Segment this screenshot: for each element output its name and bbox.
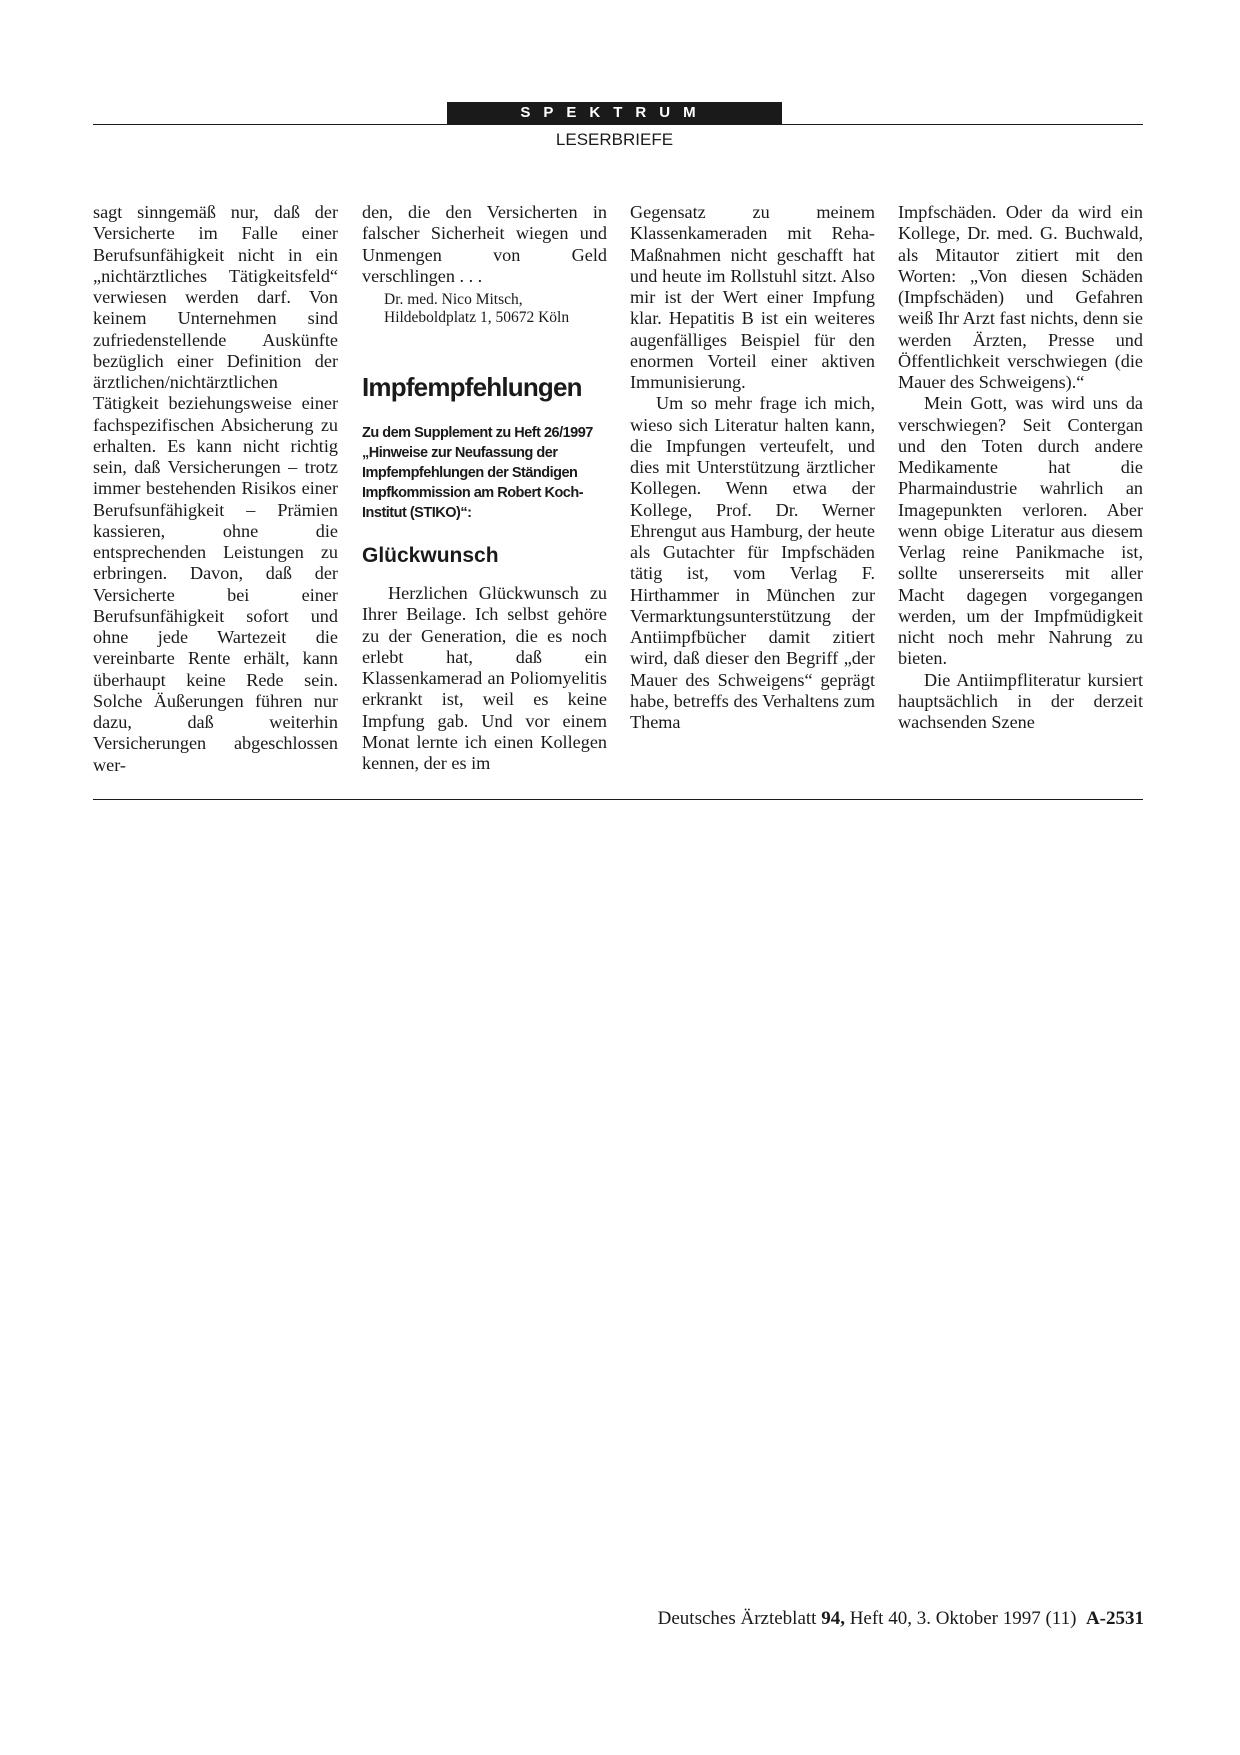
section-title: SPEKTRUM (520, 104, 709, 121)
paragraph: Die Antiimpfliteratur kursiert hauptsächlich in der derzeit wachsenden Szene (898, 669, 1143, 732)
article-reference: Zu dem Supplement zu Heft 26/1997 „Hinweise zur Neufassung der Impfempfehlungen der Ständigen Impfkommission am Robert Koch-Institut (STIKO)“: (362, 425, 593, 521)
paragraph: sagt sinngemäß nur, daß der Versicherte im Falle einer Berufsunfähigkeit nicht in ein „nichtärztliches Tätigkeitsfeld“ verwiesen werden darf. Von keinem Unternehmen sind zufriedenstellende Auskünfte bezüglich einer Definition der ärztlichen/nichtärztlichen Tätigkeit beziehungsweise einer fachspezifischen Absicherung zu erhalten. Es kann nicht richtig sein, daß Versicherungen – trotz immer bestehenden Risikos einer Berufsunfähigkeit – Prämien kassieren, ohne die entsprechenden Leistungen zu erbringen. Davon, daß der Versicherte bei einer Berufsunfähigkeit sofort und ohne jede Wartezeit die vereinbarte Rente erhält, kann überhaupt keine Rede sein. Solche Äußerungen führen nur dazu, daß weiterhin Versicherungen abgeschlossen wer- (93, 202, 338, 775)
paragraph: Mein Gott, was wird uns da verschwiegen? Seit Contergan und den Toten durch andere Medikamente hat die Pharmaindustrie wahrlich an Imagepunkten verloren. Aber wenn obige Literatur aus diesem Verlag reine Panikmache ist, sollte unsererseits mit aller Macht dagegen vorgegangen werden, um der Impfmüdigkeit nicht noch mehr Nahrung zu bieten. (898, 393, 1143, 669)
subsection-title: LESERBRIEFE (555, 130, 674, 149)
paragraph: Gegensatz zu meinem Klassenkameraden mit Reha-Maßnahmen nicht geschafft hat und heute im Rollstuhl sitzt. Also mir ist der Wert einer Impfung klar. Hepatitis B ist ein weiteres augenfälliges Beispiel für den enormen Vorteil einer aktiven Immunisierung. (630, 202, 875, 392)
paragraph: Um so mehr frage ich mich, wieso sich Literatur halten kann, die Impfungen verteufelt, und dies mit Unterstützung ärztlicher Kollegen. Wenn etwa der Kollege, Prof. Dr. Werner Ehrengut aus Hamburg, der heute als Gutachter für Impfschäden tätig ist, vom Verlag F. Hirthammer in München zur Vermarktungsunterstützung der Antiimpfbücher damit zitiert wird, daß dieser den Begriff „der Mauer des Schweigens“ geprägt habe, betreffs des Verhaltens zum Thema (630, 393, 875, 732)
page-footer (658, 1608, 1144, 1630)
page-number: A-2531 (1085, 1608, 1144, 1629)
letter-subheading: Glückwunsch (362, 544, 499, 567)
journal-volume: 94, (821, 1608, 845, 1629)
paragraph: Herzlichen Glückwunsch zu Ihrer Beilage. Ich selbst gehöre zu der Generation, die es noch erlebt hat, daß ein Klassenkamerad an Poliomyelitis erkrankt ist, weil es keine Impfung gab. Und vor einem Monat lernte ich einen Kollegen kennen, der es im (362, 583, 607, 773)
letter-signature: Dr. med. Nico Mitsch, Hildeboldplatz 1, 50672 Köln (384, 291, 570, 326)
journal-name: Deutsches Ärzteblatt (657, 1608, 817, 1629)
text-column-4 (898, 202, 1143, 733)
header-rule (93, 124, 1143, 125)
paragraph: den, die den Versicherten in falscher Sicherheit wiegen und Unmengen von Geld verschlingen . . . (362, 202, 607, 286)
paragraph: Impfschäden. Oder da wird ein Kollege, Dr. med. G. Buchwald, als Mitautor zitiert mit den Worten: „Von diesen Schäden (Impfschäden) und Gefahren weiß Ihr Arzt fast nichts, denn sie werden Ärzten, Presse und Öffentlichkeit verschwiegen (die Mauer des Schweigens).“ (898, 202, 1143, 392)
text-column-1 (93, 202, 338, 776)
article-headline: Impfempfehlungen (362, 372, 582, 402)
issue-info: Heft 40, 3. Oktober 1997 (11) (849, 1608, 1077, 1629)
bottom-rule (93, 799, 1143, 800)
text-column-2 (362, 202, 607, 774)
section-header-bar (447, 102, 782, 124)
text-column-3 (630, 202, 875, 733)
